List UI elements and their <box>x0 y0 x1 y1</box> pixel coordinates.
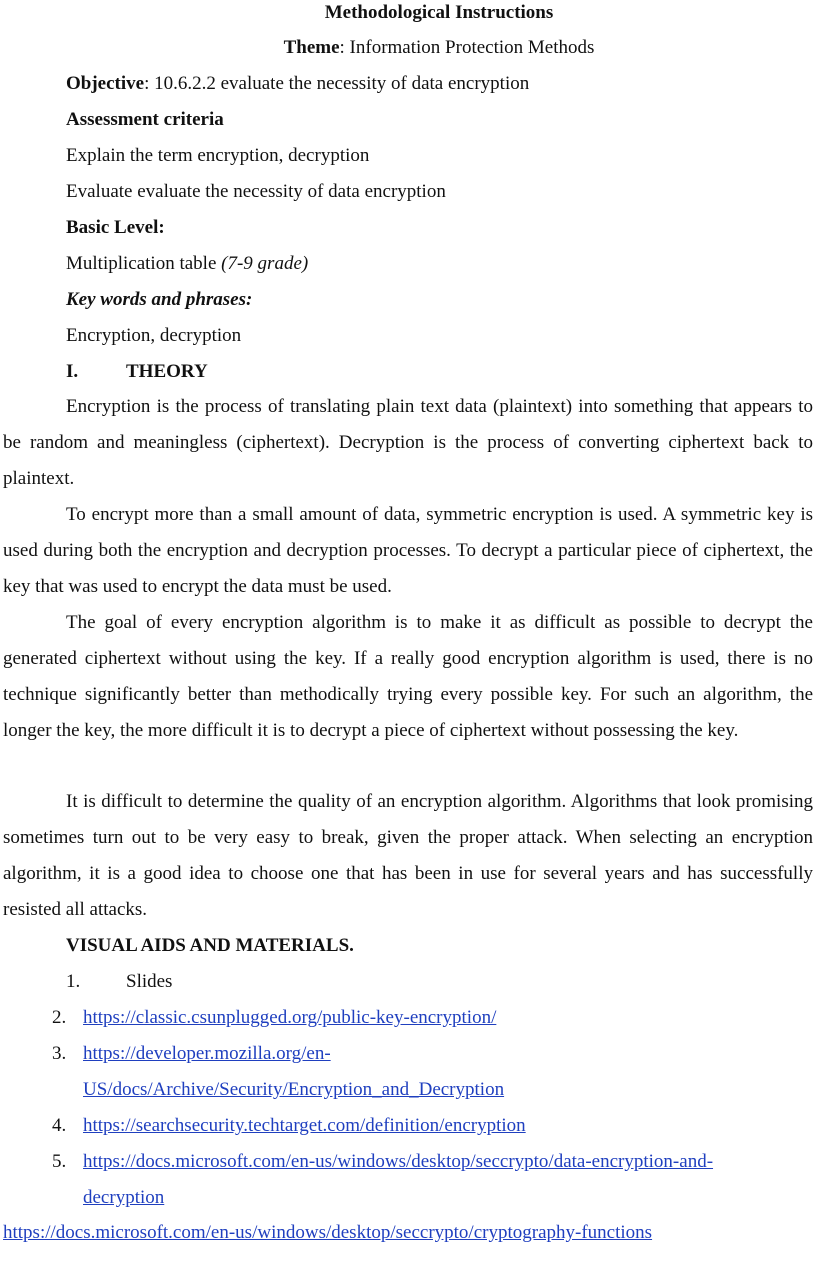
page-title: Methodological Instructions <box>324 2 554 23</box>
assessment-heading: Assessment criteria <box>66 109 224 130</box>
objective-line <box>66 72 529 96</box>
basic-level-line <box>66 252 308 276</box>
assessment-item: Evaluate evaluate the necessity of data encryption <box>66 181 446 202</box>
list-number: 3. <box>52 1043 67 1064</box>
mozilla-link[interactable]: https://developer.mozilla.org/en- <box>83 1043 331 1064</box>
visual-aids-heading: VISUAL AIDS AND MATERIALS. <box>66 935 354 956</box>
objective-label: Objective <box>66 73 145 94</box>
microsoft-encryption-link-continued[interactable]: decryption <box>83 1187 165 1208</box>
techtarget-link[interactable]: https://searchsecurity.techtarget.com/definition/encryption <box>83 1115 526 1136</box>
theory-heading: THEORY <box>126 361 208 382</box>
basic-level-heading: Basic Level: <box>66 217 165 238</box>
theory-paragraph: To encrypt more than a small amount of data, symmetric encryption is used. A symmetric key is used during both the encryption and decryption processes. To decrypt a particular piece of ciphertext, the key that was used to encrypt the data must be used. <box>3 504 813 597</box>
assessment-item: Explain the term encryption, decryption <box>66 145 370 166</box>
microsoft-cryptography-functions-link[interactable]: https://docs.microsoft.com/en-us/windows/desktop/seccrypto/cryptography-functions <box>3 1222 653 1243</box>
objective-value: : 10.6.2.2 evaluate the necessity of data encryption <box>144 73 530 94</box>
keywords-heading: Key words and phrases: <box>66 289 253 310</box>
keywords-text: Encryption, decryption <box>66 325 242 346</box>
theory-number: I. <box>66 361 79 382</box>
list-number: 5. <box>52 1151 67 1172</box>
list-number: 2. <box>52 1007 67 1028</box>
csunplugged-link[interactable]: https://classic.csunplugged.org/public-key-encryption/ <box>83 1007 497 1028</box>
slides-item: Slides <box>126 971 173 992</box>
theory-paragraph: It is difficult to determine the quality of an encryption algorithm. Algorithms that look promising sometimes turn out to be very easy to break, given the proper attack. When selecting an encryption algorithm, it is a good idea to choose one that has been in use for several years and has successfully resisted all attacks. <box>3 791 813 920</box>
theory-paragraph: Encryption is the process of translating plain text data (plaintext) into something that appears to be random and meaningless (ciphertext). Decryption is the process of converting ciphertext back to plaintext. <box>3 396 813 489</box>
mozilla-link-continued[interactable]: US/docs/Archive/Security/Encryption_and_Decryption <box>83 1079 505 1100</box>
list-number: 4. <box>52 1115 67 1136</box>
grade-note: (7-9 grade) <box>221 253 309 274</box>
theme-value: : Information Protection Methods <box>339 37 595 58</box>
microsoft-encryption-link[interactable]: https://docs.microsoft.com/en-us/windows/desktop/seccrypto/data-encryption-and- <box>83 1151 714 1172</box>
list-number: 1. <box>66 971 81 992</box>
basic-level-text: Multiplication table <box>66 253 222 274</box>
theme-line <box>0 36 816 60</box>
theory-paragraph: The goal of every encryption algorithm is to make it as difficult as possible to decrypt the generated ciphertext without using the key. If a really good encryption algorithm is used, there is no technique significantly better than methodically trying every possible key. For such an algorithm, the longer the key, the more difficult it is to decrypt a piece of ciphertext without possessing the key. <box>3 612 813 741</box>
theme-label: Theme <box>283 37 340 58</box>
